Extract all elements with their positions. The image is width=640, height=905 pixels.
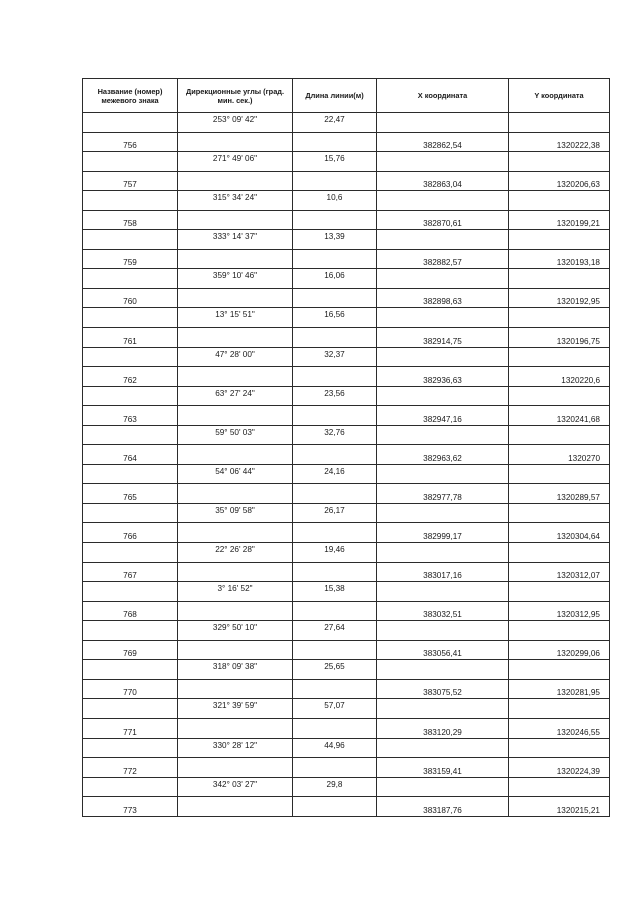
cell-length bbox=[293, 601, 377, 621]
cell-point-name: 757 bbox=[83, 171, 178, 191]
cell-point-name: 771 bbox=[83, 718, 178, 738]
cell-length bbox=[293, 523, 377, 543]
cell-length: 16,06 bbox=[293, 269, 377, 289]
segment-row bbox=[83, 582, 610, 602]
cell-point-name bbox=[83, 113, 178, 133]
cell-length: 44,96 bbox=[293, 738, 377, 758]
segment-row bbox=[83, 699, 610, 719]
cell-y-coord bbox=[509, 699, 610, 719]
cell-y-coord: 1320199,21 bbox=[509, 210, 610, 230]
cell-point-name: 758 bbox=[83, 210, 178, 230]
cell-length bbox=[293, 328, 377, 348]
cell-y-coord: 1320222,38 bbox=[509, 132, 610, 152]
cell-y-coord bbox=[509, 777, 610, 797]
point-row bbox=[83, 328, 610, 348]
segment-row bbox=[83, 738, 610, 758]
cell-length: 29,8 bbox=[293, 777, 377, 797]
point-row bbox=[83, 523, 610, 543]
cell-y-coord: 1320220,6 bbox=[509, 367, 610, 387]
cell-bearing: 22° 26' 28" bbox=[178, 543, 293, 563]
header-row bbox=[83, 79, 610, 113]
cell-length bbox=[293, 171, 377, 191]
segment-row bbox=[83, 425, 610, 445]
segment-row bbox=[83, 152, 610, 172]
cell-point-name: 769 bbox=[83, 640, 178, 660]
header-y: Y координата bbox=[509, 79, 610, 113]
cell-x-coord: 383017,16 bbox=[377, 562, 509, 582]
cell-y-coord: 1320270 bbox=[509, 445, 610, 465]
point-row bbox=[83, 601, 610, 621]
cell-bearing: 329° 50' 10" bbox=[178, 621, 293, 641]
cell-length: 10,6 bbox=[293, 191, 377, 211]
cell-point-name bbox=[83, 621, 178, 641]
segment-row bbox=[83, 660, 610, 680]
cell-point-name: 756 bbox=[83, 132, 178, 152]
cell-point-name bbox=[83, 386, 178, 406]
cell-point-name: 760 bbox=[83, 288, 178, 308]
cell-length: 27,64 bbox=[293, 621, 377, 641]
cell-point-name bbox=[83, 191, 178, 211]
point-row bbox=[83, 562, 610, 582]
cell-point-name bbox=[83, 308, 178, 328]
cell-length bbox=[293, 640, 377, 660]
cell-bearing: 318° 09' 38" bbox=[178, 660, 293, 680]
cell-bearing bbox=[178, 210, 293, 230]
point-row bbox=[83, 640, 610, 660]
cell-point-name: 768 bbox=[83, 601, 178, 621]
cell-x-coord: 383187,76 bbox=[377, 797, 509, 817]
cell-bearing bbox=[178, 171, 293, 191]
cell-x-coord bbox=[377, 191, 509, 211]
cell-length: 57,07 bbox=[293, 699, 377, 719]
cell-bearing: 35° 09' 58" bbox=[178, 503, 293, 523]
cell-x-coord: 383159,41 bbox=[377, 758, 509, 778]
cell-point-name: 767 bbox=[83, 562, 178, 582]
cell-bearing bbox=[178, 249, 293, 269]
cell-x-coord bbox=[377, 425, 509, 445]
cell-x-coord bbox=[377, 308, 509, 328]
cell-length: 25,65 bbox=[293, 660, 377, 680]
cell-point-name: 766 bbox=[83, 523, 178, 543]
cell-point-name bbox=[83, 464, 178, 484]
cell-bearing bbox=[178, 367, 293, 387]
cell-y-coord bbox=[509, 503, 610, 523]
cell-y-coord: 1320224,39 bbox=[509, 758, 610, 778]
point-row bbox=[83, 445, 610, 465]
cell-y-coord: 1320312,95 bbox=[509, 601, 610, 621]
point-row bbox=[83, 718, 610, 738]
cell-length: 22,47 bbox=[293, 113, 377, 133]
cell-point-name: 770 bbox=[83, 679, 178, 699]
cell-point-name: 761 bbox=[83, 328, 178, 348]
cell-length bbox=[293, 132, 377, 152]
cell-bearing: 333° 14' 37" bbox=[178, 230, 293, 250]
cell-x-coord: 382882,57 bbox=[377, 249, 509, 269]
cell-bearing bbox=[178, 406, 293, 426]
cell-length bbox=[293, 758, 377, 778]
cell-x-coord bbox=[377, 230, 509, 250]
cell-x-coord bbox=[377, 543, 509, 563]
cell-point-name: 759 bbox=[83, 249, 178, 269]
cell-x-coord: 383120,29 bbox=[377, 718, 509, 738]
cell-y-coord bbox=[509, 113, 610, 133]
cell-x-coord: 382963,62 bbox=[377, 445, 509, 465]
cell-bearing bbox=[178, 758, 293, 778]
point-row bbox=[83, 406, 610, 426]
segment-row bbox=[83, 269, 610, 289]
cell-length bbox=[293, 797, 377, 817]
cell-y-coord bbox=[509, 543, 610, 563]
cell-bearing: 3° 16' 52" bbox=[178, 582, 293, 602]
cell-x-coord bbox=[377, 503, 509, 523]
cell-point-name bbox=[83, 777, 178, 797]
cell-y-coord bbox=[509, 582, 610, 602]
cell-point-name bbox=[83, 660, 178, 680]
cell-length: 13,39 bbox=[293, 230, 377, 250]
cell-x-coord bbox=[377, 582, 509, 602]
cell-bearing: 63° 27' 24" bbox=[178, 386, 293, 406]
cell-length bbox=[293, 249, 377, 269]
cell-y-coord bbox=[509, 152, 610, 172]
cell-length: 15,76 bbox=[293, 152, 377, 172]
cell-length: 19,46 bbox=[293, 543, 377, 563]
cell-bearing bbox=[178, 484, 293, 504]
cell-y-coord bbox=[509, 230, 610, 250]
cell-x-coord bbox=[377, 738, 509, 758]
boundary-points-table bbox=[82, 78, 610, 817]
point-row bbox=[83, 171, 610, 191]
segment-row bbox=[83, 386, 610, 406]
cell-y-coord bbox=[509, 621, 610, 641]
cell-length: 15,38 bbox=[293, 582, 377, 602]
cell-y-coord: 1320304,64 bbox=[509, 523, 610, 543]
cell-y-coord bbox=[509, 308, 610, 328]
cell-point-name: 765 bbox=[83, 484, 178, 504]
cell-length bbox=[293, 406, 377, 426]
cell-point-name bbox=[83, 425, 178, 445]
point-row bbox=[83, 132, 610, 152]
cell-length bbox=[293, 288, 377, 308]
segment-row bbox=[83, 230, 610, 250]
cell-y-coord bbox=[509, 347, 610, 367]
cell-point-name: 772 bbox=[83, 758, 178, 778]
point-row bbox=[83, 367, 610, 387]
cell-x-coord: 383075,52 bbox=[377, 679, 509, 699]
cell-x-coord bbox=[377, 464, 509, 484]
cell-x-coord: 382947,16 bbox=[377, 406, 509, 426]
cell-point-name bbox=[83, 582, 178, 602]
header-angle: Дирекционные углы (град. мин. сек.) bbox=[178, 79, 293, 113]
point-row bbox=[83, 288, 610, 308]
cell-bearing: 321° 39' 59" bbox=[178, 699, 293, 719]
cell-x-coord bbox=[377, 386, 509, 406]
cell-point-name bbox=[83, 347, 178, 367]
cell-x-coord: 382936,63 bbox=[377, 367, 509, 387]
cell-length bbox=[293, 210, 377, 230]
cell-bearing bbox=[178, 523, 293, 543]
cell-point-name: 773 bbox=[83, 797, 178, 817]
cell-length bbox=[293, 367, 377, 387]
point-row bbox=[83, 484, 610, 504]
cell-bearing: 315° 34' 24" bbox=[178, 191, 293, 211]
cell-x-coord: 382914,75 bbox=[377, 328, 509, 348]
cell-y-coord bbox=[509, 660, 610, 680]
cell-x-coord bbox=[377, 152, 509, 172]
cell-length: 23,56 bbox=[293, 386, 377, 406]
cell-bearing bbox=[178, 640, 293, 660]
cell-length bbox=[293, 679, 377, 699]
cell-bearing bbox=[178, 328, 293, 348]
cell-length bbox=[293, 718, 377, 738]
cell-bearing: 54° 06' 44" bbox=[178, 464, 293, 484]
cell-point-name bbox=[83, 269, 178, 289]
cell-point-name bbox=[83, 152, 178, 172]
point-row bbox=[83, 679, 610, 699]
segment-row bbox=[83, 621, 610, 641]
cell-bearing bbox=[178, 718, 293, 738]
cell-y-coord: 1320312,07 bbox=[509, 562, 610, 582]
cell-x-coord bbox=[377, 347, 509, 367]
cell-x-coord bbox=[377, 269, 509, 289]
cell-bearing: 13° 15' 51" bbox=[178, 308, 293, 328]
cell-length bbox=[293, 562, 377, 582]
cell-bearing: 253° 09' 42" bbox=[178, 113, 293, 133]
cell-y-coord: 1320299,06 bbox=[509, 640, 610, 660]
segment-row bbox=[83, 191, 610, 211]
cell-y-coord bbox=[509, 269, 610, 289]
header-name: Название (номер) межевого знака bbox=[83, 79, 178, 113]
cell-y-coord: 1320241,68 bbox=[509, 406, 610, 426]
cell-x-coord: 382862,54 bbox=[377, 132, 509, 152]
cell-x-coord: 382863,04 bbox=[377, 171, 509, 191]
table-header bbox=[83, 79, 610, 113]
cell-x-coord bbox=[377, 113, 509, 133]
cell-y-coord: 1320193,18 bbox=[509, 249, 610, 269]
cell-length: 32,76 bbox=[293, 425, 377, 445]
cell-bearing bbox=[178, 562, 293, 582]
segment-row bbox=[83, 347, 610, 367]
cell-bearing bbox=[178, 445, 293, 465]
cell-y-coord bbox=[509, 738, 610, 758]
cell-bearing: 330° 28' 12" bbox=[178, 738, 293, 758]
cell-x-coord bbox=[377, 699, 509, 719]
cell-y-coord bbox=[509, 464, 610, 484]
cell-point-name bbox=[83, 230, 178, 250]
cell-length: 16,56 bbox=[293, 308, 377, 328]
table-body bbox=[83, 113, 610, 817]
point-row bbox=[83, 210, 610, 230]
cell-bearing bbox=[178, 797, 293, 817]
point-row bbox=[83, 758, 610, 778]
cell-bearing bbox=[178, 132, 293, 152]
cell-x-coord: 382999,17 bbox=[377, 523, 509, 543]
cell-y-coord: 1320215,21 bbox=[509, 797, 610, 817]
cell-x-coord bbox=[377, 660, 509, 680]
point-row bbox=[83, 797, 610, 817]
cell-length bbox=[293, 445, 377, 465]
cell-length: 32,37 bbox=[293, 347, 377, 367]
cell-length bbox=[293, 484, 377, 504]
cell-y-coord bbox=[509, 425, 610, 445]
cell-y-coord: 1320206,63 bbox=[509, 171, 610, 191]
segment-row bbox=[83, 777, 610, 797]
segment-row bbox=[83, 308, 610, 328]
cell-point-name bbox=[83, 543, 178, 563]
cell-point-name: 763 bbox=[83, 406, 178, 426]
cell-length: 26,17 bbox=[293, 503, 377, 523]
segment-row bbox=[83, 503, 610, 523]
cell-point-name bbox=[83, 699, 178, 719]
cell-bearing: 342° 03' 27" bbox=[178, 777, 293, 797]
cell-bearing bbox=[178, 288, 293, 308]
segment-row bbox=[83, 113, 610, 133]
cell-x-coord bbox=[377, 621, 509, 641]
cell-y-coord: 1320192,95 bbox=[509, 288, 610, 308]
cell-x-coord: 382870,61 bbox=[377, 210, 509, 230]
cell-bearing: 59° 50' 03" bbox=[178, 425, 293, 445]
cell-x-coord: 382898,63 bbox=[377, 288, 509, 308]
cell-point-name bbox=[83, 738, 178, 758]
cell-point-name: 762 bbox=[83, 367, 178, 387]
cell-x-coord: 383056,41 bbox=[377, 640, 509, 660]
cell-y-coord: 1320246,55 bbox=[509, 718, 610, 738]
cell-y-coord: 1320196,75 bbox=[509, 328, 610, 348]
cell-y-coord bbox=[509, 386, 610, 406]
cell-y-coord bbox=[509, 191, 610, 211]
cell-y-coord: 1320289,57 bbox=[509, 484, 610, 504]
cell-point-name: 764 bbox=[83, 445, 178, 465]
cell-point-name bbox=[83, 503, 178, 523]
cell-bearing: 271° 49' 06" bbox=[178, 152, 293, 172]
cell-x-coord: 383032,51 bbox=[377, 601, 509, 621]
cell-length: 24,16 bbox=[293, 464, 377, 484]
header-length: Длина линии(м) bbox=[293, 79, 377, 113]
cell-x-coord bbox=[377, 777, 509, 797]
cell-x-coord: 382977,78 bbox=[377, 484, 509, 504]
cell-y-coord: 1320281,95 bbox=[509, 679, 610, 699]
segment-row bbox=[83, 543, 610, 563]
cell-bearing bbox=[178, 679, 293, 699]
cell-bearing bbox=[178, 601, 293, 621]
header-x: X координата bbox=[377, 79, 509, 113]
cell-bearing: 359° 10' 46" bbox=[178, 269, 293, 289]
segment-row bbox=[83, 464, 610, 484]
point-row bbox=[83, 249, 610, 269]
cell-bearing: 47° 28' 00" bbox=[178, 347, 293, 367]
